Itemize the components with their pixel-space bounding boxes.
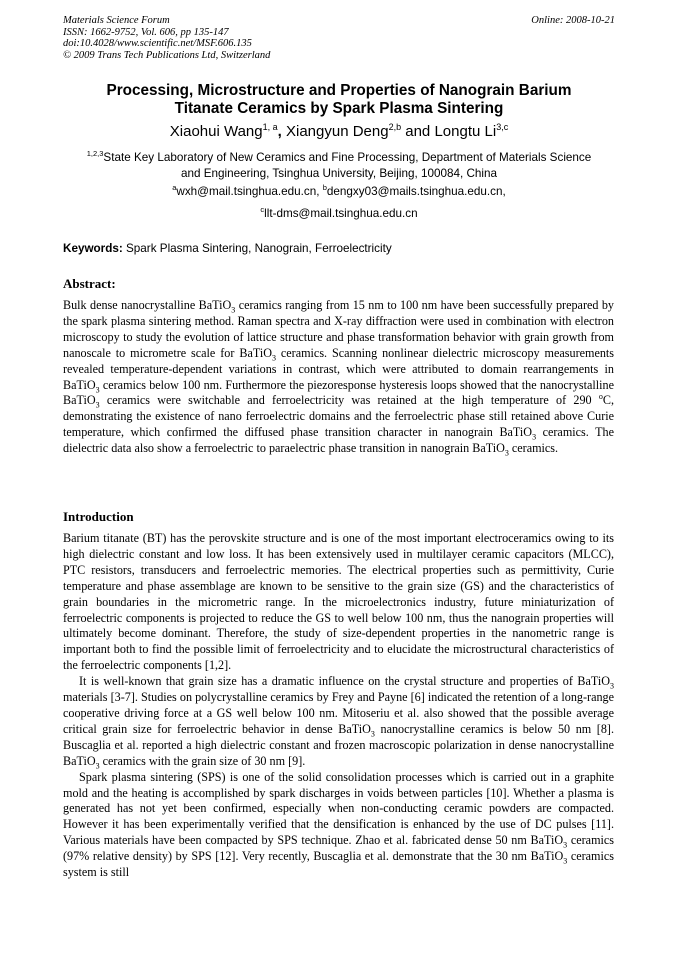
chem-sub: 3 <box>271 353 276 363</box>
text-run: ceramics with the grain size of 30 nm [9]. <box>99 753 306 768</box>
text-run: nanocrystalline ceramics is below 50 nm [8]. Buscaglia et al. reported a high dielectric constant and frozen macroscopic polarization in dense nanocrystalline <box>63 721 614 752</box>
author-name: Xiaohui Wang <box>169 123 263 140</box>
affiliation-sup: 1,2,3 <box>86 149 104 159</box>
chem-sub: 3 <box>370 729 375 739</box>
author-affil-sup: 1, a <box>262 122 278 132</box>
text-run: ceramics. Scanning nonlinear dielectric microscopy measurements revealed temperature-dependent variations in contrast, which were attributed to domain rearrangements in <box>63 345 615 376</box>
chem-formula <box>198 298 236 315</box>
online-date: Online: 2008-10-21 <box>531 15 615 26</box>
email-b: dengxy03@mails.tsinghua.edu.cn, <box>326 185 506 198</box>
text-run: Spark plasma sintering (SPS) is one of the solid consolidation processes which is carried out in a graphite mold and the heating is accomplished by spark discharges in voids between particles [10]. Whether a plasma is generated has not yet been confirmed, especially when non-conducting ceramic powders are compacted. However it has been experimentally verified that the densification is enhanced by the use of DC pulses [11]. Various materials have been compacted by SPS technique. Zhao et al. fabricated dense 50 nm <box>63 769 614 848</box>
chem-sub: 3 <box>95 761 100 771</box>
author-name: Xiangyun Deng <box>285 123 389 140</box>
title-line-2: Titanate Ceramics by Spark Plasma Sintering <box>174 100 504 117</box>
introduction-body <box>63 531 614 881</box>
text-run: ceramics. The dielectric data also show a ferroelectric to paraelectric phase transition in nanograin <box>63 425 614 456</box>
text-run: ceramics ranging from 15 nm to 100 nm have been successfully prepared by the spark plasma sintering method. Raman spectra and X-ray diffraction were used in combination with electron microscopy to study the evolution of lattice structure and phase transformation behavior with grain growth from nanoscale to micrometre scale for <box>63 298 614 360</box>
abstract-body <box>63 298 614 457</box>
affiliation <box>63 150 615 181</box>
abstract-heading: Abstract: <box>63 276 116 291</box>
chem-formula <box>472 441 509 458</box>
chem-formula <box>338 721 375 739</box>
text-run: C, demonstrating the existence of nano ferroelectric domains and the ferroelectric phase still retained above Curie temperature, which confirmed the diffused phase transition character in nanograin <box>63 393 614 440</box>
keywords-text: Spark Plasma Sintering, Nanograin, Ferroelectricity <box>122 242 392 255</box>
text-run: Bulk dense nanocrystalline <box>63 298 199 312</box>
chem-formula <box>239 345 276 363</box>
doi-line: doi:10.4028/www.scientific.net/MSF.606.135 <box>63 38 252 49</box>
text-run: ceramics below 100 nm. Furthermore the piezoresponse hysteresis loops showed that the nanocrystalline <box>99 377 614 392</box>
affiliation-line-1: State Key Laboratory of New Ceramics and Fine Processing, Department of Materials Science <box>103 151 592 164</box>
email-sup: a <box>172 183 177 193</box>
chem-formula <box>577 674 614 691</box>
abstract-paragraph <box>63 298 614 457</box>
copyright-line: © 2009 Trans Tech Publications Ltd, Switzerland <box>63 49 271 61</box>
author-affil-sup: 3,c <box>496 122 509 132</box>
chem-base: BaTiO <box>239 345 272 360</box>
issn-line: ISSN: 1662-9752, Vol. 606, pp 135-147 <box>63 26 229 38</box>
chem-sub: 3 <box>610 681 614 691</box>
email-line-2 <box>63 206 615 221</box>
chem-base: BaTiO <box>530 849 564 864</box>
affiliation-line-2: and Engineering, Tsinghua University, Beijing, 100084, China <box>181 166 497 180</box>
chem-formula <box>530 849 568 866</box>
author-separator: , <box>277 123 286 140</box>
intro-paragraph-1: Barium titanate (BT) has the perovskite structure and is one of the most important electroceramics owing to its high dielectric constant and low loss. It has been extensively used in multilayer ceramic capacitors (MLCC), PTC resistors, transducers and ferroelectric memories. The electrical properties such as permittivity, Curie temperature and phase assemblage are known to be sensitive to the grain size (GS) and the characteristics of grain boundaries in the micrometric range. In the microelectronics industry, future miniaturization of ferroelectric components is projected to reduce the GS to well below 100 nm, thus the nanograin properties will ultimately become dominant. Therefore, the study of size-dependent properties in the nanometric range is important both to find the possible limit of ferroelectricity and to elucidate the microstructural characteristics of the ferroelectric components [1,2]. <box>63 531 614 673</box>
journal-name: Materials Science Forum <box>63 15 170 26</box>
text-run: materials [3-7]. Studies on polycrystalline ceramics by Frey and Payne [6] indicated the retention of a long-range cooperative driving force at a GS well below 100 nm. Mitoseriu et al. also showed that the possible average critical grain size for ferroelectric behavior in dense <box>63 690 614 736</box>
author-name: Longtu Li <box>434 123 497 140</box>
chem-base: BaTiO <box>472 441 505 456</box>
paper-title <box>63 82 615 118</box>
author-list <box>63 123 615 141</box>
chem-formula <box>63 753 100 771</box>
text-run: ceramics. <box>508 441 559 456</box>
keywords <box>63 241 615 256</box>
email-c: llt-dms@mail.tsinghua.edu.cn <box>264 207 418 220</box>
chem-sub: 3 <box>563 840 568 850</box>
email-line-1 <box>63 184 615 199</box>
intro-paragraph-3 <box>63 770 614 881</box>
chem-formula <box>499 425 537 442</box>
email-sup: b <box>322 183 327 193</box>
chem-base: BaTiO <box>63 377 96 392</box>
chem-base: BaTiO <box>63 753 96 768</box>
chem-base: BaTiO <box>198 298 232 312</box>
text-run: ceramics were switchable and ferroelectricity was retained at the high temperature of 290 <box>99 393 599 408</box>
author-affil-sup: 2,b <box>388 122 402 132</box>
chem-sub: 3 <box>95 384 100 394</box>
chem-base: BaTiO <box>63 393 96 408</box>
chem-sub: 3 <box>231 305 236 315</box>
text-run: ceramics system is still <box>63 849 614 880</box>
chem-sub: 3 <box>95 400 100 410</box>
chem-sub: 3 <box>532 432 537 442</box>
journal-header <box>63 15 615 61</box>
introduction-heading: Introduction <box>63 509 134 524</box>
keywords-label: Keywords: <box>63 242 123 255</box>
chem-base: BaTiO <box>530 833 564 848</box>
intro-paragraph-2 <box>63 674 614 769</box>
chem-formula <box>530 833 568 850</box>
degree-sup: o <box>598 392 603 402</box>
chem-base: BaTiO <box>499 425 533 440</box>
chem-formula <box>63 378 100 392</box>
email-a: wxh@mail.tsinghua.edu.cn, <box>176 185 323 198</box>
chem-base: BaTiO <box>577 674 610 689</box>
title-line-1: Processing, Microstructure and Properties of Nanograin Barium <box>106 82 572 99</box>
text-run: It is well-known that grain size has a dramatic influence on the crystal structure and properties of <box>79 674 578 689</box>
chem-formula <box>63 393 100 410</box>
author-and: and <box>401 123 435 140</box>
chem-base: BaTiO <box>338 721 371 736</box>
chem-sub: 3 <box>504 448 509 458</box>
email-sup: c <box>260 205 265 215</box>
text-run: ceramics (97% relative density) by SPS [12]. Very recently, Buscaglia et al. demonstrate that the 30 nm <box>63 833 614 864</box>
chem-sub: 3 <box>563 856 568 866</box>
